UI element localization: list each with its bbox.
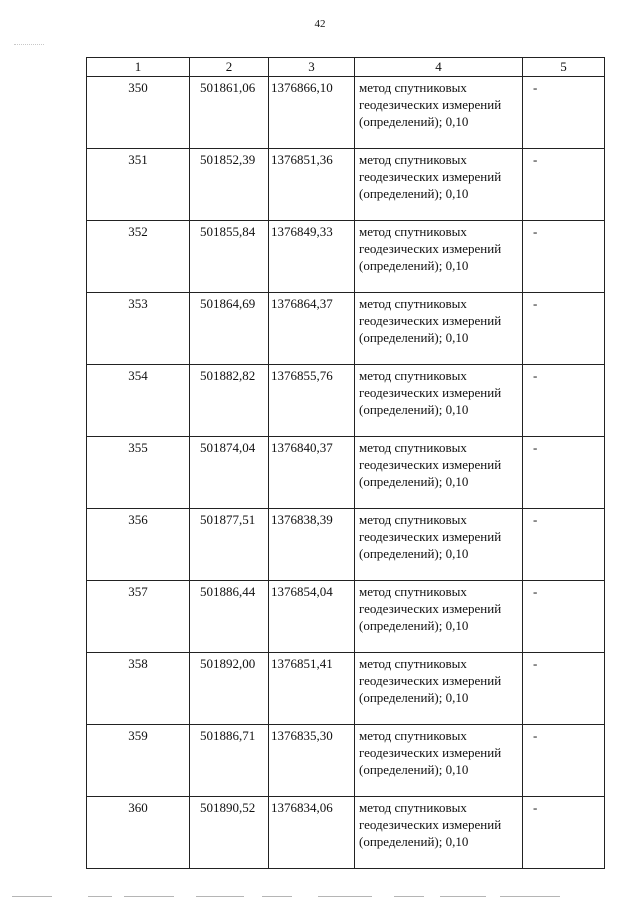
x-coordinate-cell: 501855,84 (190, 221, 269, 293)
note-cell: - (523, 725, 605, 797)
y-coordinate-cell: 1376840,37 (269, 437, 355, 509)
table-row (87, 293, 605, 365)
note-cell: - (523, 221, 605, 293)
y-coordinate-cell: 1376849,33 (269, 221, 355, 293)
table-header-row (87, 58, 605, 77)
y-coordinate-cell: 1376854,04 (269, 581, 355, 653)
method-cell: метод спутниковых геодезических измерений (определений); 0,10 (355, 365, 523, 437)
point-number-cell: 358 (87, 653, 190, 725)
y-coordinate-cell: 1376866,10 (269, 77, 355, 149)
note-cell: - (523, 581, 605, 653)
y-coordinate-cell: 1376851,41 (269, 653, 355, 725)
method-cell: метод спутниковых геодезических измерений (определений); 0,10 (355, 77, 523, 149)
x-coordinate-cell: 501864,69 (190, 293, 269, 365)
column-header-3: 3 (269, 58, 355, 77)
note-cell: - (523, 365, 605, 437)
point-number-cell: 353 (87, 293, 190, 365)
method-cell: метод спутниковых геодезических измерений (определений); 0,10 (355, 293, 523, 365)
table-row (87, 149, 605, 221)
y-coordinate-cell: 1376864,37 (269, 293, 355, 365)
table-body (87, 77, 605, 869)
y-coordinate-cell: 1376834,06 (269, 797, 355, 869)
x-coordinate-cell: 501874,04 (190, 437, 269, 509)
column-header-1: 1 (87, 58, 190, 77)
table-row (87, 221, 605, 293)
y-coordinate-cell: 1376835,30 (269, 725, 355, 797)
point-number-cell: 350 (87, 77, 190, 149)
method-cell: метод спутниковых геодезических измерений (определений); 0,10 (355, 797, 523, 869)
note-cell: - (523, 509, 605, 581)
x-coordinate-cell: 501890,52 (190, 797, 269, 869)
point-number-cell: 355 (87, 437, 190, 509)
method-cell: метод спутниковых геодезических измерений (определений); 0,10 (355, 509, 523, 581)
method-cell: метод спутниковых геодезических измерений (определений); 0,10 (355, 437, 523, 509)
point-number-cell: 356 (87, 509, 190, 581)
note-cell: - (523, 797, 605, 869)
table-row (87, 725, 605, 797)
column-header-2: 2 (190, 58, 269, 77)
method-cell: метод спутниковых геодезических измерений (определений); 0,10 (355, 221, 523, 293)
column-header-4: 4 (355, 58, 523, 77)
point-number-cell: 352 (87, 221, 190, 293)
table-row (87, 365, 605, 437)
method-cell: метод спутниковых геодезических измерений (определений); 0,10 (355, 653, 523, 725)
scan-margin-marks (14, 44, 44, 46)
y-coordinate-cell: 1376851,36 (269, 149, 355, 221)
x-coordinate-cell: 501892,00 (190, 653, 269, 725)
note-cell: - (523, 653, 605, 725)
y-coordinate-cell: 1376855,76 (269, 365, 355, 437)
table-row (87, 77, 605, 149)
scan-footer-artifacts (0, 892, 640, 902)
method-cell: метод спутниковых геодезических измерений (определений); 0,10 (355, 725, 523, 797)
note-cell: - (523, 149, 605, 221)
table-row (87, 581, 605, 653)
x-coordinate-cell: 501886,44 (190, 581, 269, 653)
x-coordinate-cell: 501877,51 (190, 509, 269, 581)
table-row (87, 437, 605, 509)
table-row (87, 797, 605, 869)
x-coordinate-cell: 501861,06 (190, 77, 269, 149)
method-cell: метод спутниковых геодезических измерений (определений); 0,10 (355, 581, 523, 653)
page-number: 42 (314, 18, 326, 30)
x-coordinate-cell: 501852,39 (190, 149, 269, 221)
point-number-cell: 357 (87, 581, 190, 653)
note-cell: - (523, 77, 605, 149)
column-header-5: 5 (523, 58, 605, 77)
x-coordinate-cell: 501882,82 (190, 365, 269, 437)
x-coordinate-cell: 501886,71 (190, 725, 269, 797)
point-number-cell: 351 (87, 149, 190, 221)
table-row (87, 653, 605, 725)
point-number-cell: 360 (87, 797, 190, 869)
y-coordinate-cell: 1376838,39 (269, 509, 355, 581)
method-cell: метод спутниковых геодезических измерений (определений); 0,10 (355, 149, 523, 221)
note-cell: - (523, 293, 605, 365)
note-cell: - (523, 437, 605, 509)
point-number-cell: 359 (87, 725, 190, 797)
point-number-cell: 354 (87, 365, 190, 437)
coordinates-table (86, 57, 605, 869)
table-row (87, 509, 605, 581)
